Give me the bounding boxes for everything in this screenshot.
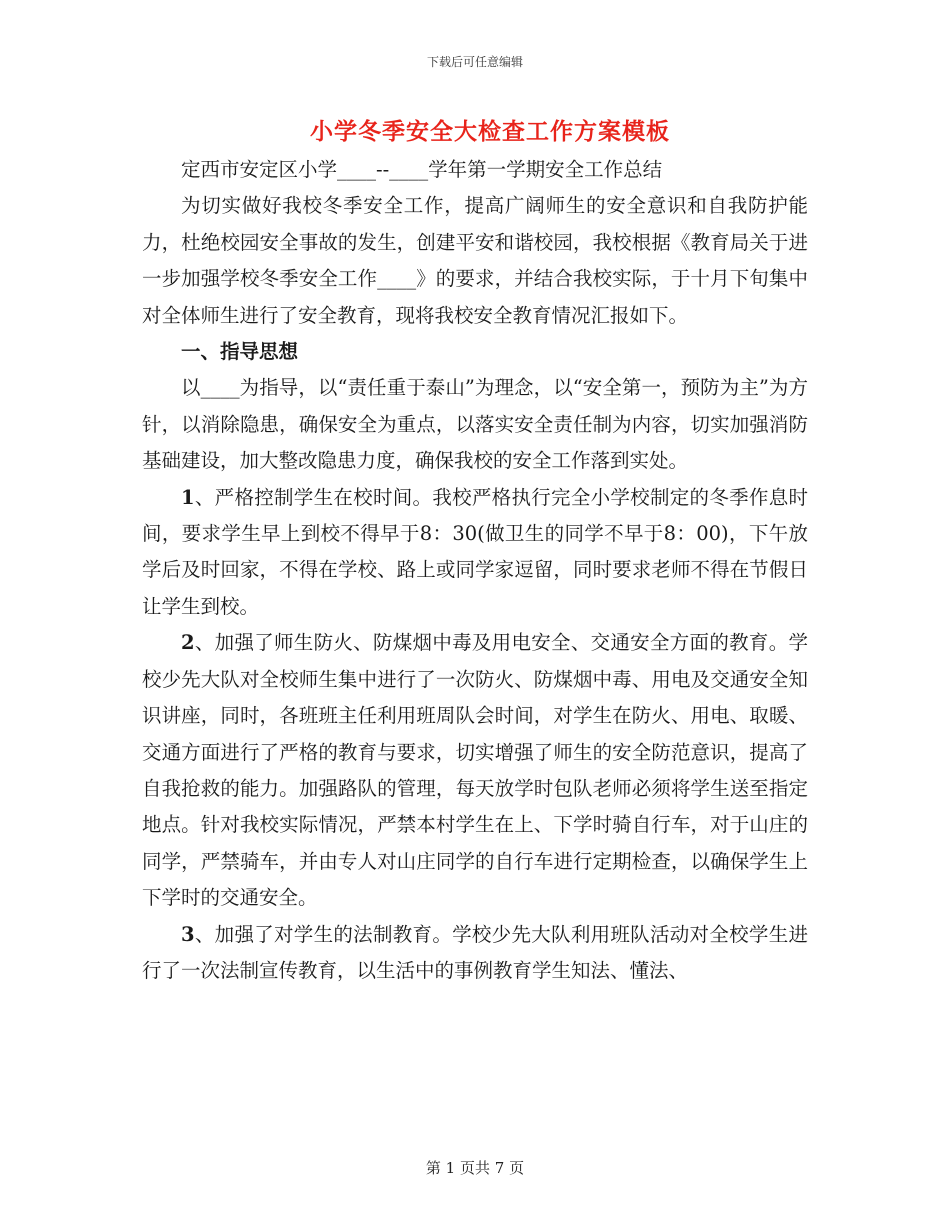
item-2-number: 2: [181, 631, 195, 655]
item-2-paragraph: [142, 625, 808, 916]
page-number-footer: 第 1 页共 7 页: [425, 1159, 525, 1177]
guiding-thought-paragraph: 以____为指导，以“责任重于泰山”为理念，以“安全第一，预防为主”为方针，以消除隐患，确保安全为重点，以落实安全责任制为内容，切实加强消防基础建设，加大整改隐患力度，确保我校的安全工作落到实处。: [142, 376, 808, 473]
subtitle-line: 定西市安定区小学____--____学年第一学期安全工作总结: [181, 158, 663, 181]
item-2-text: 、加强了师生防火、防煤烟中毒及用电安全、交通安全方面的教育。学校少先大队对全校师生集中进行了一次防火、防煤烟中毒、用电及交通安全知识讲座，同时，各班班主任利用班周队会时间，对学生在防火、用电、取暖、交通方面进行了严格的教育与要求，切实增强了师生的安全防范意识，提高了自我抢救的能力。加强路队的管理，每天放学时包队老师必须将学生送至指定地点。针对我校实际情况，严禁本村学生在上、下学时骑自行车，对于山庄的同学，严禁骑车，并由专人对山庄同学的自行车进行定期检查，以确保学生上下学时的交通安全。: [142, 631, 808, 910]
page-header-note: 下载后可任意编辑: [426, 55, 523, 69]
item-1-number: 1: [181, 485, 195, 509]
item-3-number: 3: [181, 922, 195, 946]
item-3-text: 、加强了对学生的法制教育。学校少先大队利用班队活动对全校学生进行了一次法制宣传教育，以生活中的事例教育学生知法、懂法、: [142, 922, 808, 982]
item-3-paragraph: [142, 917, 808, 990]
intro-paragraph: 为切实做好我校冬季安全工作，提高广阔师生的安全意识和自我防护能力，杜绝校园安全事故的发生，创建平安和谐校园，我校根据《教育局关于进一步加强学校冬季安全工作____》的要求，并结合我校实际，于十月下旬集中对全体师生进行了安全教育，现将我校安全教育情况汇报如下。: [142, 194, 808, 327]
document-title: 小学冬季安全大检查工作方案模板: [310, 118, 670, 145]
item-1-text: 、严格控制学生在校时间。我校严格执行完全小学校制定的冬季作息时间，要求学生早上到校不得早于8：30(做卫生的同学不早于8：00)，下午放学后及时回家，不得在学校、路上或同学家逗留，同时要求老师不得在节假日让学生到校。: [142, 485, 808, 618]
item-1-paragraph: [142, 480, 808, 626]
document-body: [142, 152, 808, 989]
section-heading-guiding-thought: 一、指导思想: [181, 340, 299, 364]
